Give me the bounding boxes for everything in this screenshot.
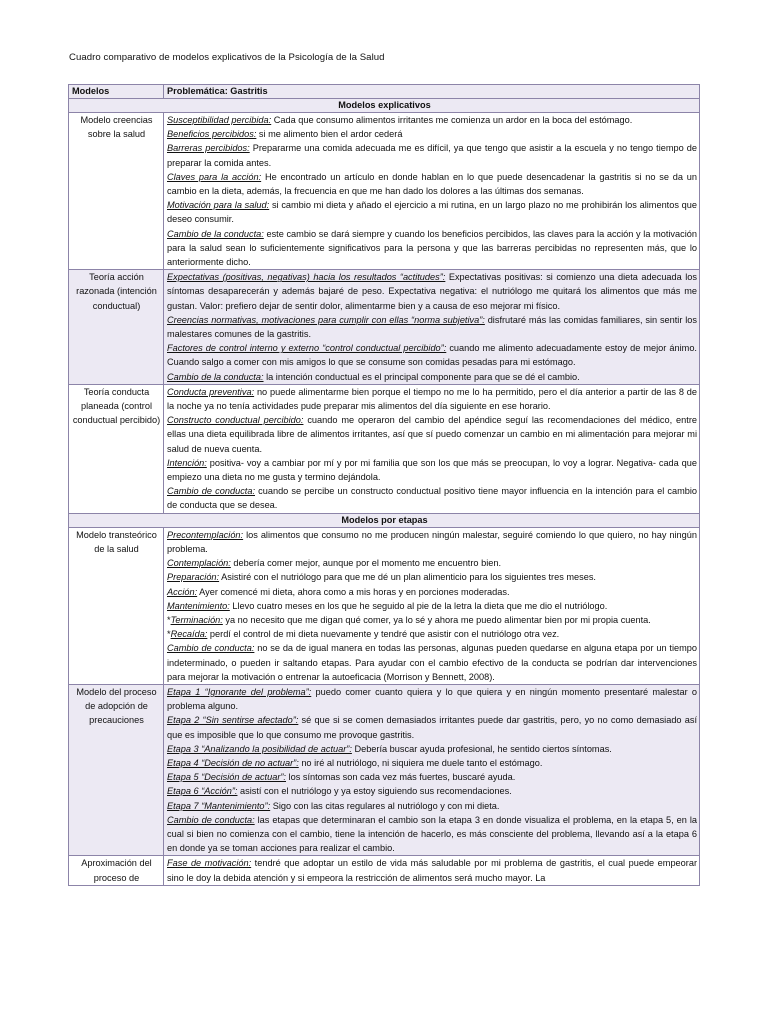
model-row	[69, 684, 700, 855]
entry-label: Cambio de la conducta:	[167, 371, 264, 382]
entry-label: Factores de control interno y externo “control conductual percibido”:	[167, 343, 447, 354]
entry-text: Debería buscar ayuda profesional, he sentido ciertos síntomas.	[351, 743, 612, 754]
entry-text: tendré que adoptar un estilo de vida más saludable por mi problema de gastritis, el cual puede empeorar sino le doy la debida atención y si empeora la restricción de alimentos será mucho mayor. La	[167, 858, 698, 883]
entry-label: Etapa 2 “Sin sentirse afectado”:	[167, 715, 299, 726]
entry-text: no iré al nutriólogo, ni siquiera me duele tanto el estómago.	[298, 757, 543, 768]
description-entry	[167, 856, 697, 884]
entry-label: Creencias normativas, motivaciones para cumplir con ellas “norma subjetiva”:	[167, 314, 485, 325]
description-entry	[167, 528, 697, 556]
description-entry	[167, 813, 697, 856]
description-entry	[167, 198, 697, 226]
model-row	[69, 113, 700, 270]
description-entry	[167, 784, 697, 798]
section-row	[69, 513, 700, 527]
description-entry	[167, 385, 697, 413]
entry-text: sé que si se comen demasiados irritantes puede dar gastritis, pero, yo no como demasiado así que es imposible que lo que consumo me provoque gastritis.	[167, 715, 698, 740]
entry-text: cuando se percibe un constructo conductual positivo tiene mayor influencia en la intención para el cambio de conducta que se desea.	[167, 486, 697, 511]
entry-text: Ayer comencé mi dieta, ahora como a mis horas y en porciones moderadas.	[197, 586, 510, 597]
entry-label: Etapa 1 “Ignorante del problema”:	[167, 686, 312, 697]
entry-label: Etapa 4 “Decisión de no actuar”:	[167, 757, 299, 768]
entry-text: asistí con el nutriólogo y ya estoy siguiendo sus recomendaciones.	[237, 786, 512, 797]
description-entry	[167, 641, 697, 684]
description-entry	[167, 685, 697, 713]
entry-text: ya no necesito que me digan qué comer, ya lo sé y ahora me puedo alimentar bien por mi propia cuenta.	[222, 614, 651, 625]
entry-label: Contemplación:	[167, 558, 231, 569]
entry-text: He encontrado un artículo en donde hablan en lo que puede desencadenar la gastritis si no se da un cambio en la dieta, además, la frecuencia en que me han dado los dolores a las últimas dos semanas.	[167, 171, 697, 197]
model-name: Teoría conducta planeada (control conductual percibido)	[69, 384, 164, 513]
entry-label: Etapa 7 “Mantenimiento”:	[167, 800, 271, 811]
entry-label: Motivación para la salud:	[167, 200, 270, 211]
description-entry	[167, 742, 697, 756]
header-problem: Problemática: Gastritis	[164, 85, 700, 99]
entry-label: Beneficios percibidos:	[167, 129, 257, 140]
description-entry	[167, 613, 697, 627]
model-name: Teoría acción razonada (intención conductual)	[69, 270, 164, 385]
description-entry	[167, 370, 697, 384]
entry-text: este cambio se dará siempre y cuando los beneficios percibidos, las claves para la acción y la motivación para la salud sean lo suficientemente significativos para la persona y que las barreras percibidas no representen más, que lo anteriormente dicho.	[167, 228, 697, 268]
entry-text: no se da de igual manera en todas las personas, algunas pueden quedarse en alguna etapa por un tiempo indeterminado, o pueden ir saltando etapas. Para ayudar con el cambio efectivo de la conducta se podrían dar intervenciones para mejorar la motivación o entrenar la autoeficacia (Morrison y Bennett, 2008).	[167, 643, 697, 682]
entry-text: la intención conductual es el principal componente para que se dé el cambio.	[263, 371, 580, 382]
entry-text: disfrutaré más las comidas familiares, sin sentir los malestares comunes de la gastritis.	[167, 314, 697, 340]
entry-label: Preparación:	[167, 572, 220, 583]
entry-label: Susceptibilidad percibida:	[167, 115, 272, 125]
description-entry	[167, 413, 697, 456]
description-entry	[167, 556, 697, 570]
section-title: Modelos explicativos	[69, 99, 700, 113]
entry-text: Cada que consumo alimentos irritantes me comienza un ardor en la boca del estómago.	[271, 115, 633, 125]
entry-text: los alimentos que consumo no me producen ningún malestar, seguiré comiendo lo que quiero, no hay ningún problema.	[167, 529, 697, 554]
description-entry	[167, 227, 697, 270]
entry-prefix: *	[167, 614, 171, 625]
entry-text: debería comer mejor, aunque por el momento me encuentro bien.	[230, 558, 502, 569]
section-row	[69, 99, 700, 113]
model-description	[164, 684, 700, 855]
entry-text: Llevo cuatro meses en los que he seguido al pie de la letra la dieta que me dio el nutriólogo.	[229, 600, 608, 611]
description-entry	[167, 599, 697, 613]
entry-text: Asistiré con el nutriólogo para que me dé un plan alimenticio para los siguientes tres meses.	[219, 572, 596, 583]
entry-text: si me alimento bien el ardor cederá	[256, 129, 403, 140]
entry-text: positiva- voy a cambiar por mí y por mi familia que son los que más se preocupan, lo voy a lograr. Negativa- cada que empiezo una dieta no me gusta y termino dejándola.	[167, 457, 697, 483]
model-row	[69, 527, 700, 684]
entry-text: perdí el control de mi dieta nuevamente y tendré que asistir con el nutriólogo otra vez.	[207, 629, 560, 640]
entry-text: las etapas que determinaran el cambio son la etapa 3 en donde visualiza el problema, en la etapa 5, en la cual si bien no comienza con el cambio, tiene la intención de hacerlo, es más consciente del problema, llevando así a la etapa 6 en donde ya se toman acciones para realizar el cambio.	[167, 814, 697, 854]
entry-label: Cambio de la conducta:	[167, 228, 264, 239]
document-title: Cuadro comparativo de modelos explicativos de la Psicología de la Salud	[69, 52, 385, 63]
description-entry	[167, 313, 697, 341]
entry-label: Etapa 3 “Analizando la posibilidad de actuar”:	[167, 743, 352, 754]
entry-text: puedo comer cuanto quiera y lo que quiera y en ningún momento presentaré malestar o problema alguno.	[167, 686, 698, 712]
description-entry	[167, 799, 697, 813]
description-entry	[167, 141, 697, 169]
entry-text: no puede alimentarme bien porque el tiempo no me lo ha permitido, pero el día anterior a partir de las 8 de la noche ya no tenía actividades pude preparar mis alimentos del día siguiente en ese horario.	[167, 386, 697, 412]
model-description	[164, 856, 700, 885]
description-entry	[167, 127, 697, 141]
entry-label: Conducta preventiva:	[167, 386, 255, 397]
entry-label: Intención:	[167, 457, 207, 468]
entry-prefix: *	[167, 629, 171, 640]
entry-label: Terminación:	[170, 614, 223, 625]
model-name: Modelo del proceso de adopción de precauciones	[69, 684, 164, 855]
model-row	[69, 270, 700, 385]
entry-text: si cambio mi dieta y añado el ejercicio a mi rutina, en un largo plazo no me prohibirán los alimentos que deseo consumir.	[167, 200, 697, 225]
description-entry	[167, 627, 697, 641]
description-entry	[167, 341, 697, 369]
description-entry	[167, 770, 697, 784]
header-models: Modelos	[69, 85, 164, 99]
entry-label: Cambio de conducta:	[167, 643, 255, 654]
entry-label: Cambio de conducta:	[167, 814, 255, 825]
model-row	[69, 856, 700, 885]
model-name: Aproximación del proceso de	[69, 856, 164, 885]
description-entry	[167, 113, 697, 127]
description-entry	[167, 756, 697, 770]
entry-label: Barreras percibidos:	[167, 143, 250, 154]
entry-label: Recaída:	[170, 629, 208, 640]
model-description	[164, 270, 700, 385]
description-entry	[167, 585, 697, 599]
entry-label: Etapa 6 “Acción”:	[167, 786, 238, 797]
model-description	[164, 527, 700, 684]
entry-label: Acción:	[167, 586, 198, 597]
model-row	[69, 384, 700, 513]
entry-label: Fase de motivación:	[167, 858, 252, 869]
section-title: Modelos por etapas	[69, 513, 700, 527]
entry-text: los síntomas son cada vez más fuertes, buscaré ayuda.	[286, 772, 516, 783]
entry-text: Sigo con las citas regulares al nutriólogo y con mi dieta.	[270, 800, 500, 811]
description-entry	[167, 570, 697, 584]
model-name: Modelo transteórico de la salud	[69, 527, 164, 684]
header-row	[69, 85, 700, 99]
description-entry	[167, 713, 697, 741]
description-entry	[167, 170, 697, 198]
entry-text: Prepararme una comida adecuada me es difícil, ya que tengo que asistir a la escuela y no tengo tiempo de preparar la comida antes.	[167, 143, 697, 168]
entry-text: cuando me operaron del cambio del apéndice seguí las recomendaciones del médico, entre ellas una dieta equilibrada libre de alimentos irritantes, así que sí puedo comenzar un cambio en mi alimentación para mejorar mi salud de nueva cuenta.	[167, 415, 697, 454]
entry-label: Etapa 5 “Decisión de actuar”:	[167, 772, 286, 783]
entry-label: Cambio de conducta:	[167, 486, 255, 497]
model-description	[164, 384, 700, 513]
entry-label: Precontemplación:	[167, 529, 244, 540]
comparison-table	[68, 84, 700, 886]
entry-label: Mantenimiento:	[167, 600, 230, 611]
entry-text: cuando me alimento adecuadamente estoy de mejor ánimo. Cuando salgo a comer con mis amigos lo que se consume son comidas pesadas para mi estómago.	[167, 343, 697, 368]
model-description	[164, 113, 700, 270]
entry-label: Expectativas (positivas, negativas) hacia los resultados “actitudes”:	[167, 272, 446, 283]
entry-label: Claves para la acción:	[167, 171, 262, 182]
entry-label: Constructo conductual percibido:	[167, 415, 304, 426]
description-entry	[167, 456, 697, 484]
description-entry	[167, 270, 697, 313]
description-entry	[167, 484, 697, 512]
model-name: Modelo creencias sobre la salud	[69, 113, 164, 270]
entry-text: Expectativas positivas: si comienzo una dieta adecuada los síntomas desaparecerán y además bajaré de peso. Expectativa negativa: el nutriólogo me quitará los alimentos que más me gustan. Valor: prefiero dejar de sentir dolor, alimentarme bien y a causa de eso mejorar mi físico.	[167, 272, 697, 311]
